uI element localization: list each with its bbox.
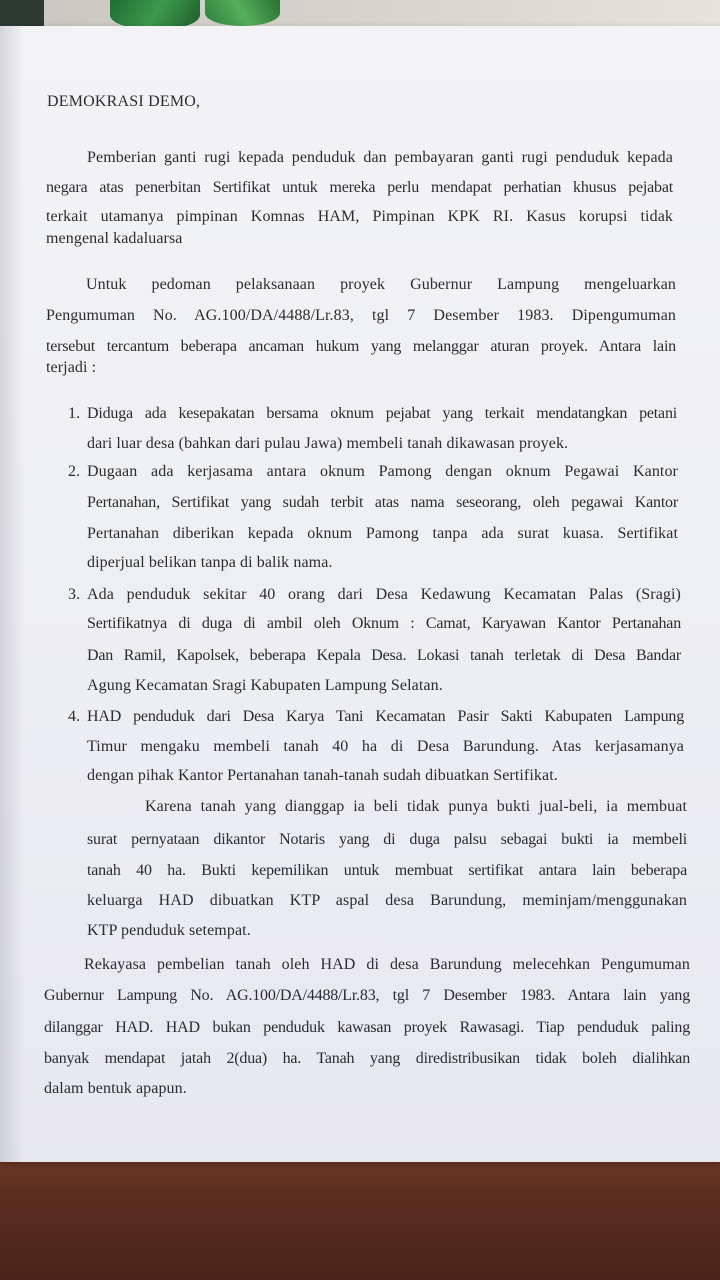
list-item-3-number: 3. [68, 586, 81, 603]
paragraph-2-line-4: terjadi : [46, 359, 97, 376]
paragraph-2-line-3: tersebut tercantum beberapa ancaman hukum yang melanggar aturan proyek. Antara lain [46, 338, 676, 355]
list-item-4-number: 4. [68, 708, 81, 725]
list-item-4-line-2: Timur mengaku membeli tanah 40 ha di Desa Barundung. Atas kerjasamanya [87, 738, 684, 755]
paragraph-1-line-1: Pemberian ganti rugi kepada penduduk dan pembayaran ganti rugi penduduk kepada [87, 149, 673, 166]
list-item-3-line-1: Ada penduduk sekitar 40 orang dari Desa Kedawung Kecamatan Palas (Sragi) [87, 586, 681, 603]
list-item-4-sub-line-5: KTP penduduk setempat. [87, 922, 251, 939]
list-item-4-sub-line-1: Karena tanah yang dianggap ia beli tidak punya bukti jual-beli, ia membuat [145, 798, 687, 815]
list-item-3-line-4: Agung Kecamatan Sragi Kabupaten Lampung Selatan. [87, 677, 443, 694]
list-item-4-line-1: HAD penduduk dari Desa Karya Tani Kecamatan Pasir Sakti Kabupaten Lampung [87, 708, 684, 725]
list-item-4-sub-line-4: keluarga HAD dibuatkan KTP aspal desa Barundung, meminjam/menggunakan [87, 892, 687, 909]
list-item-2-number: 2. [68, 463, 81, 480]
paragraph-3-line-2: Gubernur Lampung No. AG.100/DA/4488/Lr.83, tgl 7 Desember 1983. Antara lain yang [44, 987, 690, 1004]
list-item-1-number: 1. [68, 405, 81, 422]
list-item-2-line-3: Pertanahan diberikan kepada oknum Pamong tanpa ada surat kuasa. Sertifikat [87, 525, 678, 542]
paragraph-3-line-5: dalam bentuk apapun. [44, 1080, 187, 1097]
paragraph-3-line-3: dilanggar HAD. HAD bukan penduduk kawasan proyek Rawasagi. Tiap penduduk paling [44, 1019, 690, 1036]
paragraph-2-line-1: Untuk pedoman pelaksanaan proyek Gubernur Lampung mengeluarkan [86, 276, 676, 293]
list-item-1-line-1: Diduga ada kesepakatan bersama oknum pejabat yang terkait mendatangkan petani [87, 405, 677, 422]
list-item-1-line-2: dari luar desa (bahkan dari pulau Jawa) membeli tanah dikawasan proyek. [87, 435, 569, 452]
document-title: DEMOKRASI DEMO, [47, 93, 201, 110]
list-item-3-line-2: Sertifikatnya di duga di ambil oleh Oknum : Camat, Karyawan Kantor Pertanahan [87, 615, 681, 632]
paragraph-1-line-3: terkait utamanya pimpinan Komnas HAM, Pimpinan KPK RI. Kasus korupsi tidak [46, 208, 673, 225]
paragraph-3-line-1: Rekayasa pembelian tanah oleh HAD di desa Barundung melecehkan Pengumuman [84, 956, 690, 973]
list-item-2-line-4: diperjual belikan tanpa di balik nama. [87, 554, 333, 571]
list-item-4-line-3: dengan pihak Kantor Pertanahan tanah-tanah sudah dibuatkan Sertifikat. [87, 767, 558, 784]
list-item-2-line-2: Pertanahan, Sertifikat yang sudah terbit atas nama seseorang, oleh pegawai Kantor [87, 494, 678, 511]
list-item-3-line-3: Dan Ramil, Kapolsek, beberapa Kepala Desa. Lokasi tanah terletak di Desa Bandar [87, 647, 681, 664]
paragraph-1-line-2: negara atas penerbitan Sertifikat untuk mereka perlu mendapat perhatian khusus pejabat [46, 179, 673, 196]
list-item-4-sub-line-2: surat pernyataan dikantor Notaris yang di duga palsu sebagai bukti ia membeli [87, 831, 687, 848]
paragraph-2-line-2: Pengumuman No. AG.100/DA/4488/Lr.83, tgl 7 Desember 1983. Dipengumuman [46, 307, 676, 324]
list-item-2-line-1: Dugaan ada kerjasama antara oknum Pamong dengan oknum Pegawai Kantor [87, 463, 678, 480]
paragraph-1-line-4: mengenal kadaluarsa [46, 230, 183, 247]
paragraph-3-line-4: banyak mendapat jatah 2(dua) ha. Tanah yang diredistribusikan tidak boleh dialihkan [44, 1050, 690, 1067]
list-item-4-sub-line-3: tanah 40 ha. Bukti kepemilikan untuk membuat sertifikat antara lain beberapa [87, 862, 687, 879]
